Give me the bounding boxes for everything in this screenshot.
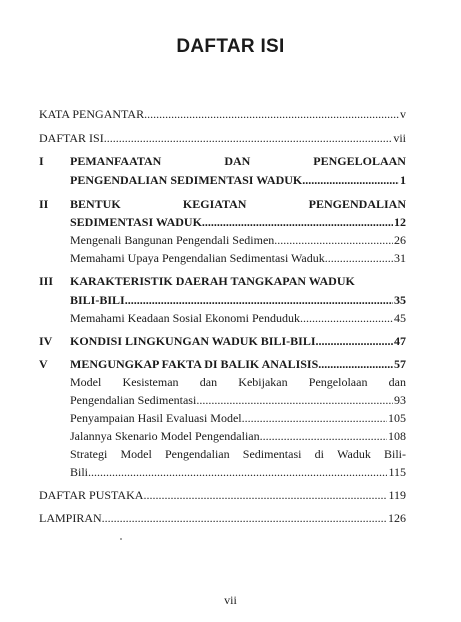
chapter-number: V — [39, 357, 48, 371]
toc-entry-label: Pengendalian Sedimentasi — [70, 393, 197, 407]
toc-page-number: v — [400, 107, 406, 121]
toc-page-number: 119 — [388, 488, 406, 502]
toc-entry-kata-pengantar[interactable] — [0, 105, 461, 123]
dot-leader — [143, 486, 387, 504]
dot-leader — [102, 509, 387, 527]
toc-page-number: 108 — [388, 429, 406, 443]
toc-entry-label: DAFTAR ISI — [39, 131, 104, 145]
chapter-title-word: PEMANFAATAN — [70, 154, 162, 168]
dot-leader — [300, 309, 393, 327]
page-number: vii — [224, 593, 237, 607]
toc-entry-label: Penyampaian Hasil Evaluasi Model — [70, 411, 242, 425]
chapter-title: KARAKTERISTIK DAERAH TANGKAPAN WADUK — [70, 274, 355, 288]
dot-leader — [325, 249, 393, 267]
entry-word: Kesisteman — [122, 375, 179, 389]
entry-word: di — [314, 447, 324, 461]
entry-word: Sedimentasi — [242, 447, 302, 461]
toc-chapter-5[interactable] — [0, 355, 461, 373]
toc-entry-label: Mengenali Bangunan Pengendali Sedimen — [70, 233, 275, 247]
toc-page-number: 115 — [388, 465, 406, 479]
chapter-number: I — [39, 154, 44, 168]
toc-subentry[interactable] — [0, 249, 461, 267]
toc-subentry[interactable] — [0, 309, 461, 327]
chapter-title: SEDIMENTASI WADUK — [70, 215, 202, 229]
entry-word: Pengelolaan — [308, 375, 368, 389]
dot-leader — [88, 463, 387, 481]
chapter-number: IV — [39, 334, 53, 348]
toc-page-number: 57 — [394, 357, 406, 371]
toc-chapter-4[interactable] — [0, 332, 461, 350]
toc-subentry-line-2[interactable] — [0, 391, 461, 409]
toc-page-number: 126 — [388, 511, 406, 525]
toc-entry-label: Jalannya Skenario Model Pengendalian — [70, 429, 260, 443]
toc-chapter-3-line-2[interactable] — [0, 291, 461, 309]
toc-page-number: 93 — [394, 393, 406, 407]
toc-page-number: 45 — [394, 311, 406, 325]
toc-entry-label: Bili — [70, 465, 89, 479]
dot-leader — [316, 332, 394, 350]
entry-word: dan — [388, 375, 406, 389]
dot-leader — [202, 213, 393, 231]
toc-subentry[interactable] — [0, 373, 461, 391]
toc-chapter-1[interactable] — [0, 152, 461, 170]
entry-word: Strategi — [70, 447, 108, 461]
entry-word: Waduk — [337, 447, 371, 461]
toc-subentry[interactable] — [0, 231, 461, 249]
dot-leader — [274, 231, 393, 249]
entry-word: dan — [199, 375, 218, 389]
dot-leader — [104, 129, 393, 147]
dot-leader — [144, 105, 399, 123]
dot-leader — [242, 409, 387, 427]
chapter-title: PENGENDALIAN SEDIMENTASI WADUK — [70, 173, 303, 187]
entry-word: Pengendalian — [164, 447, 230, 461]
entry-word: Model — [70, 375, 102, 389]
toc-entry-label: Memahami Upaya Pengendalian Sedimentasi Waduk — [70, 251, 325, 265]
toc-page-number: 47 — [394, 334, 406, 348]
toc-page-number: 35 — [394, 293, 406, 307]
dot-leader — [260, 427, 387, 445]
chapter-title-word: PENGENDALIAN — [308, 197, 406, 211]
chapter-title-word: KEGIATAN — [182, 197, 247, 211]
chapter-title: MENGUNGKAP FAKTA DI BALIK ANALISIS — [70, 357, 319, 371]
chapter-title-word: DAN — [224, 154, 251, 168]
toc-page-number: 1 — [400, 173, 406, 187]
page-title: DAFTAR ISI — [176, 36, 285, 57]
dot-leader — [302, 171, 399, 189]
toc-page-number: 31 — [394, 251, 406, 265]
toc-entry-label: DAFTAR PUSTAKA — [39, 488, 144, 502]
chapter-number: III — [39, 274, 54, 288]
chapter-title-word: BENTUK — [70, 197, 121, 211]
toc-page-number: 12 — [394, 215, 406, 229]
chapter-number: II — [39, 197, 49, 211]
entry-word: Bili- — [383, 447, 406, 461]
toc-page-number: vii — [393, 131, 406, 145]
toc-entry-label: LAMPIRAN — [39, 511, 102, 525]
chapter-title: KONDISI LINGKUNGAN WADUK BILI-BILI — [70, 334, 316, 348]
entry-word: Kebijakan — [238, 375, 288, 389]
scan-speck — [120, 538, 122, 540]
toc-chapter-2[interactable] — [0, 195, 461, 213]
toc-entry-lampiran[interactable] — [0, 509, 461, 527]
toc-chapter-3[interactable] — [0, 272, 461, 290]
toc-subentry-line-2[interactable] — [0, 463, 461, 481]
toc-entry-label: Memahami Keadaan Sosial Ekonomi Penduduk — [70, 311, 300, 325]
toc-subentry[interactable] — [0, 445, 461, 463]
toc-page-number: 105 — [388, 411, 406, 425]
toc-subentry[interactable] — [0, 409, 461, 427]
toc-entry-daftar-pustaka[interactable] — [0, 486, 461, 504]
toc-subentry[interactable] — [0, 427, 461, 445]
chapter-title: BILI-BILI — [70, 293, 125, 307]
chapter-title-word: PENGELOLAAN — [313, 154, 406, 168]
toc-chapter-1-line-2[interactable] — [0, 171, 461, 189]
toc-chapter-2-line-2[interactable] — [0, 213, 461, 231]
dot-leader — [125, 291, 393, 309]
toc-entry-label: KATA PENGANTAR — [39, 107, 145, 121]
toc-entry-daftar-isi[interactable] — [0, 129, 461, 147]
dot-leader — [318, 355, 393, 373]
entry-word: Model — [120, 447, 152, 461]
toc-page-number: 26 — [394, 233, 406, 247]
dot-leader — [196, 391, 393, 409]
